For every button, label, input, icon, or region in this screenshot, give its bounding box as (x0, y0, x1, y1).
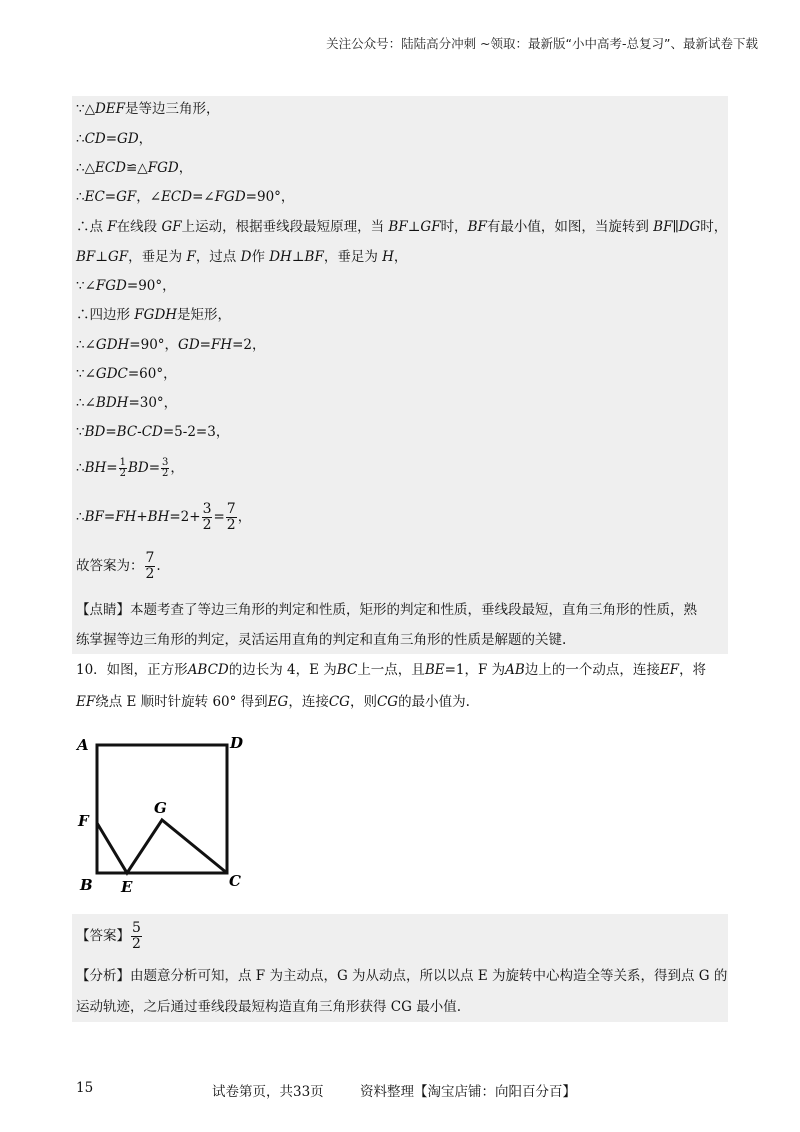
solution-line: ∵△DEF是等边三角形， (76, 101, 220, 117)
label-b: B (80, 876, 93, 894)
fraction: $\frac{3}{2}$ (202, 501, 212, 533)
label-f: F (78, 812, 89, 830)
square-figure (72, 730, 262, 900)
solution-line: ∴点 F在线段 GF上运动，根据垂线段最短原理，当 BF⊥GF时，BF有最小值，如图，当旋转到 BF∥DG时， (76, 219, 728, 235)
comment-line: 【点睛】本题考查了等边三角形的判定和性质，矩形的判定和性质，垂线段最短，直角三角形的性质，熟 (76, 602, 697, 618)
segment-f-e-g-c (97, 820, 227, 873)
solution-line: ∵BD=BC-CD=5-2=3， (76, 424, 230, 440)
solution-line: ∴∠BDH=30°， (76, 395, 178, 411)
analysis-line: 运动轨迹，之后通过垂线段最短构造直角三角形获得 CG 最小值. (76, 999, 461, 1015)
label-a: A (77, 736, 89, 754)
page-count: 试卷第页，共33页 (212, 1084, 324, 1100)
analysis-line: 【分析】由题意分析可知，点 F 为主动点，G 为从动点，所以以点 E 为旋转中心构造全等关系，得到点 G 的 (76, 968, 728, 984)
solution-line: 故答案为： $\frac{7}{2}$ . (76, 550, 161, 582)
solution-line: ∵∠FGD=90°， (76, 278, 176, 294)
fraction: $\frac{3}{2}$ (162, 456, 169, 479)
fraction: $\frac{7}{2}$ (145, 550, 155, 582)
solution-line: ∴∠GDH=90°，GD=FH=2， (76, 337, 266, 353)
answer-line: 【答案】 $\frac{5}{2}$ (76, 920, 141, 952)
label-e: E (121, 878, 133, 896)
fraction: $\frac{7}{2}$ (226, 501, 236, 533)
solution-line: ∴△ECD≌△FGD， (76, 160, 193, 176)
solution-line: ∴EC=GF，∠ECD=∠FGD=90°， (76, 189, 295, 205)
label-d: D (230, 734, 244, 752)
label-g: G (154, 799, 167, 817)
fraction: $\frac{1}{2}$ (119, 456, 126, 479)
solution-line: ∴CD=GD， (76, 131, 153, 147)
source-note: 资料整理【淘宝店铺：向阳百分百】 (360, 1084, 576, 1100)
solution-line: ∴四边形 FGDH是矩形， (76, 307, 232, 323)
comment-line: 练掌握等边三角形的判定，灵活运用直角的判定和直角三角形的性质是解题的关键. (76, 632, 567, 648)
question-line: 10．如图，正方形ABCD的边长为 4，E 为BC上一点，且BE=1，F 为AB边上的一个动点，连接EF，将 (76, 662, 707, 678)
label-c: C (229, 872, 241, 890)
page-header: 关注公众号：陆陆高分冲刺 ~领取：最新版“小中高考-总复习”、最新试卷下载 (326, 36, 758, 51)
solution-line: BF⊥GF，垂足为 F，过点 D作 DH⊥BF，垂足为 H， (76, 249, 408, 265)
question-line: EF绕点 E 顺时针旋转 60° 得到EG，连接CG，则CG的最小值为. (76, 694, 470, 710)
solution-line: ∵∠GDC=60°， (76, 366, 177, 382)
page-number: 15 (76, 1080, 94, 1096)
fraction: $\frac{5}{2}$ (132, 920, 141, 952)
solution-line: ∴BF=FH+BH=2+ $\frac{3}{2}$ = $\frac{7}{2}$ ， (76, 501, 252, 533)
solution-line: ∴BH= $\frac{1}{2}$ BD= $\frac{3}{2}$ ， (76, 456, 184, 479)
